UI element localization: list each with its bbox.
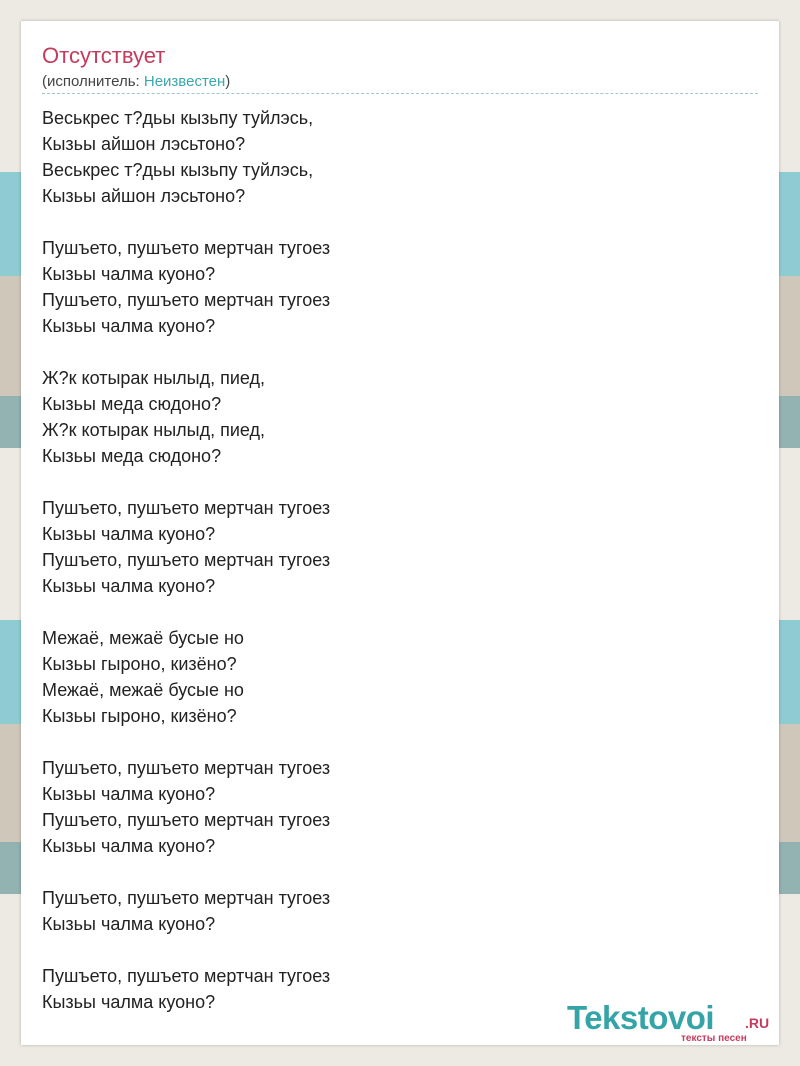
lyric-line: Кызьы чалма куоно? <box>42 836 216 856</box>
lyric-line: Пушъето, пушъето мертчан тугоез <box>42 810 331 830</box>
lyric-line: Пушъето, пушъето мертчан тугоез <box>42 758 331 778</box>
logo-tagline: тексты песен <box>681 1033 747 1044</box>
lyric-line: Кызьы чалма куоно? <box>42 992 216 1012</box>
lyric-line: Кызьы чалма куоно? <box>42 264 216 284</box>
site-logo[interactable] <box>567 999 777 1045</box>
lyrics-stanza <box>42 235 330 339</box>
lyrics-stanza <box>42 495 330 599</box>
lyric-line: Пушъето, пушъето мертчан тугоез <box>42 498 331 518</box>
lyric-line: Кызьы чалма куоно? <box>42 524 216 544</box>
artist-line <box>42 73 230 90</box>
lyrics-stanza <box>42 963 330 1015</box>
logo-wordmark: Tekstovoi <box>567 999 715 1036</box>
lyric-line: Кызьы чалма куоно? <box>42 576 216 596</box>
lyric-line: Пушъето, пушъето мертчан тугоез <box>42 888 331 908</box>
lyrics-stanza <box>42 885 330 937</box>
lyric-line: Ж?к котырак нылыд, пиед, <box>42 368 266 388</box>
lyric-line: Пушъето, пушъето мертчан тугоез <box>42 290 331 310</box>
artist-suffix: ) <box>225 73 231 90</box>
lyric-line: Кызьы меда сюдоно? <box>42 446 222 466</box>
lyrics-body <box>42 105 330 1041</box>
logo-tld: .RU <box>745 1015 770 1031</box>
lyric-line: Пушъето, пушъето мертчан тугоез <box>42 550 331 570</box>
song-title: Отсутствует <box>42 43 166 68</box>
lyrics-stanza <box>42 105 330 209</box>
lyrics-card <box>21 21 779 1045</box>
lyric-line: Кызьы чалма куоно? <box>42 316 216 336</box>
lyric-line: Кызьы айшон лэсьтоно? <box>42 186 246 206</box>
lyrics-stanza <box>42 755 330 859</box>
title-divider <box>42 93 758 94</box>
lyric-line: Веськрес т?дьы кызьпу туйлэсь, <box>42 160 314 180</box>
lyric-line: Межаё, межаё бусые но <box>42 680 244 700</box>
lyric-line: Кызьы чалма куоно? <box>42 914 216 934</box>
lyric-line: Ж?к котырак нылыд, пиед, <box>42 420 266 440</box>
lyric-line: Кызьы гыроно, кизёно? <box>42 706 237 726</box>
artist-link[interactable]: Неизвестен <box>143 73 226 90</box>
lyric-line: Веськрес т?дьы кызьпу туйлэсь, <box>42 108 314 128</box>
lyric-line: Межаё, межаё бусые но <box>42 628 244 648</box>
lyrics-stanza <box>42 365 330 469</box>
lyric-line: Кызьы меда сюдоно? <box>42 394 222 414</box>
artist-prefix: (исполнитель: <box>42 73 144 90</box>
lyric-line: Пушъето, пушъето мертчан тугоез <box>42 966 331 986</box>
lyric-line: Кызьы чалма куоно? <box>42 784 216 804</box>
lyric-line: Кызьы гыроно, кизёно? <box>42 654 237 674</box>
lyrics-stanza <box>42 625 330 729</box>
lyric-line: Пушъето, пушъето мертчан тугоез <box>42 238 331 258</box>
lyric-line: Кызьы айшон лэсьтоно? <box>42 134 246 154</box>
